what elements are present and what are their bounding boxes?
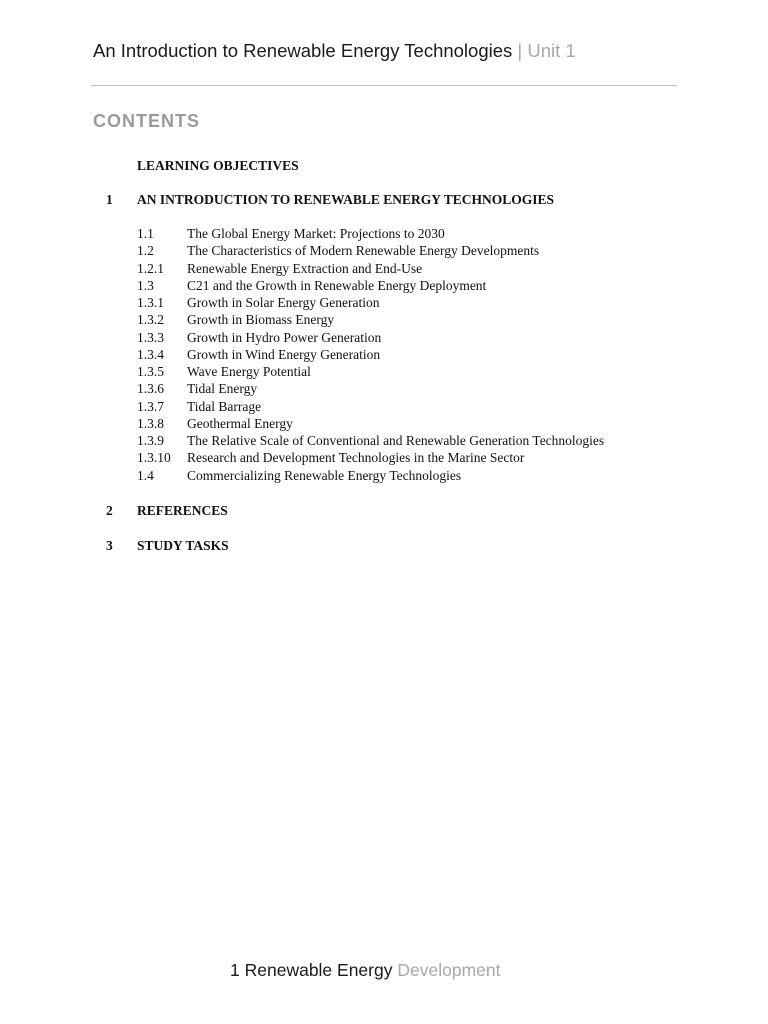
footer-title: Renewable Energy	[244, 960, 393, 980]
toc-subsection-label: Tidal Energy	[187, 381, 258, 397]
toc-subsection-label: Wave Energy Potential	[187, 364, 311, 379]
toc-section-label: STUDY TASKS	[137, 538, 229, 553]
toc-subsection-label: Commercializing Renewable Energy Technologies	[187, 467, 462, 483]
toc-subsection-label: Growth in Wind Energy Generation	[187, 346, 381, 362]
document-title: An Introduction to Renewable Energy Technologies	[93, 40, 513, 61]
toc-subsection-number: 1.3.8	[137, 415, 164, 431]
toc-subsection-label: Tidal Barrage	[187, 398, 262, 414]
toc-subsection-label: C21 and the Growth in Renewable Energy Deployment	[187, 277, 487, 293]
toc-subsection-number: 1.3.2	[137, 312, 164, 328]
header-separator: |	[517, 40, 523, 61]
toc-subsection-label: The Global Energy Market: Projections to 2030	[187, 226, 445, 241]
toc-section-label: REFERENCES	[137, 503, 228, 518]
toc-subsection-number: 1.3.4	[137, 346, 164, 362]
footer-subtitle: Development	[397, 960, 501, 980]
unit-label: Unit 1	[527, 40, 576, 61]
toc-section-label: AN INTRODUCTION TO RENEWABLE ENERGY TECHNOLOGIES	[137, 192, 554, 207]
toc-subsection-number: 1.3.6	[137, 381, 164, 397]
toc-subsection-label: Renewable Energy Extraction and End-Use	[187, 260, 423, 276]
running-footer	[230, 960, 500, 981]
toc-subsection-number: 1.3.5	[137, 364, 164, 379]
toc-subsection-label: The Relative Scale of Conventional and Renewable Generation Technologies	[187, 433, 605, 448]
toc-subsection-number: 1.3.10	[137, 450, 171, 466]
toc-subsection-number: 1.3.3	[137, 329, 164, 345]
toc-subsection-label: Growth in Biomass Energy	[187, 312, 335, 328]
running-header	[93, 40, 576, 62]
toc-subsection-number: 1.1	[137, 226, 154, 241]
toc-subsection-number: 1.3.1	[137, 295, 164, 310]
toc-section-number: 3	[106, 538, 113, 553]
toc-subsection-number: 1.2	[137, 243, 154, 259]
toc-subsection-number: 1.2.1	[137, 260, 164, 276]
toc-section-number: 1	[106, 192, 113, 207]
contents-heading: CONTENTS	[93, 111, 200, 131]
toc-subsection-label: Geothermal Energy	[187, 415, 293, 431]
toc-subsection-label: Growth in Hydro Power Generation	[187, 329, 382, 345]
toc-learning-objectives[interactable]: LEARNING OBJECTIVES	[137, 158, 299, 173]
header-rule	[91, 85, 677, 86]
toc-subsection-label: Research and Development Technologies in the Marine Sector	[187, 450, 525, 466]
toc-subsection-number: 1.3.9	[137, 433, 164, 448]
toc-subsection-label: The Characteristics of Modern Renewable Energy Developments	[187, 243, 540, 259]
toc-subsection-label: Growth in Solar Energy Generation	[187, 295, 380, 310]
toc-subsection-number: 1.3.7	[137, 398, 164, 414]
page-number: 1	[230, 960, 240, 980]
toc-subsection-number: 1.4	[137, 467, 154, 483]
toc-section-number: 2	[106, 503, 113, 518]
toc-subsection-number: 1.3	[137, 277, 154, 293]
